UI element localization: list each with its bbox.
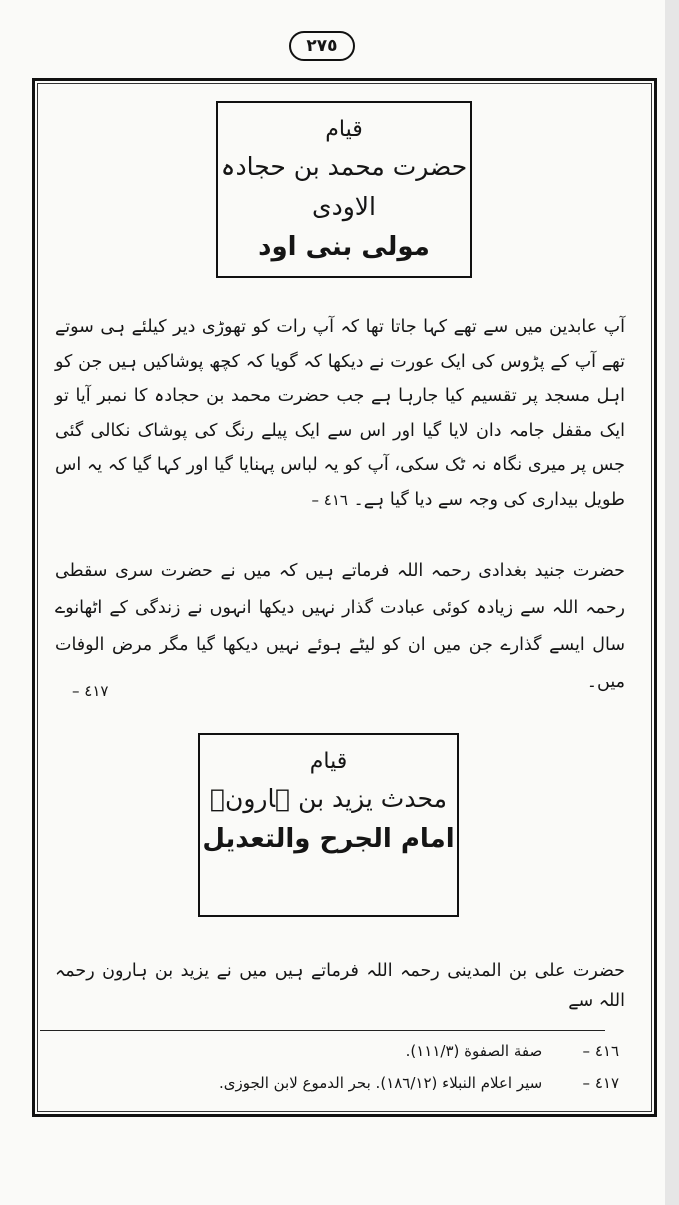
paragraph-text: آپ عابدین میں سے تھے کہا جاتا تھا کہ آپ رات کو تھوڑی دیر کیلئے ہی سوتے تھے آپ کے پڑوس کی ایک عورت نے دیکھا کہ گویا کہ کچھ پوشاکیں ہیں جن کو اہل مسجد پر تقسیم کیا جارہا ہے جب حضرت محمد بن حجادہ کا نمبر آیا تو ایک مقفل جامہ دان لایا گیا اور اس سے ایک پیلے رنگ کی پوشاک نکالی گئی جس پر میری نگاہ نہ ٹک سکی، آپ کو یہ لباس پہنایا گیا اور کہا گیا کہ یہ اس طویل بیداری کی وجہ سے دیا گیا ہے۔ xyxy=(55,317,625,510)
reference-number: ٤١٦ – xyxy=(311,490,348,509)
section-subtitle: مولی بنی اود xyxy=(258,232,430,262)
paragraph-3 xyxy=(55,956,625,1016)
footnote-number: ٤١٦ – xyxy=(582,1042,619,1060)
footnote-text: سیر اعلام النبلاء (١٨٦/١٢). بحر الدموع لابن الجوزی. xyxy=(218,1074,543,1092)
section-title-box-1 xyxy=(216,101,472,278)
footnote-text: صفة الصفوة (١١١/٣). xyxy=(405,1042,543,1060)
footnote-divider xyxy=(40,1030,605,1031)
paragraph-1 xyxy=(55,310,625,517)
section-person-name: حضرت محمد بن حجادہ الاودی xyxy=(220,152,468,221)
footnote-2 xyxy=(79,1074,619,1092)
footnote-1 xyxy=(79,1042,619,1060)
section-heading: قیام xyxy=(325,117,363,142)
section-heading: قیام xyxy=(309,749,348,774)
section-subtitle: امام الجرح والتعدیل xyxy=(202,824,455,854)
reference-number: ٤١٧ – xyxy=(72,682,109,700)
paragraph-2 xyxy=(55,553,625,701)
section-title-box-2 xyxy=(198,733,459,917)
footnote-number: ٤١٧ – xyxy=(582,1074,619,1092)
paragraph-text: حضرت جنید بغدادی رحمہ اللہ فرماتے ہیں کہ میں نے حضرت سری سقطی رحمہ اللہ سے زیادہ کوئی عبادت گذار نہیں دیکھا انہوں نے زندگی کے اٹھانوے سال ایسے گذارے جن میں ان کو لیٹے ہوئے نہیں دیکھا گیا مگر مرض الوفات میں۔ xyxy=(55,561,625,692)
page-edge-shadow xyxy=(665,0,679,1205)
page-number: ٢٧٥ xyxy=(289,31,355,61)
section-person-name: محدث یزید بن ہارونؒ xyxy=(210,784,447,813)
paragraph-text: حضرت علی بن المدینی رحمہ اللہ فرماتے ہیں میں نے یزید بن ہارون رحمہ اللہ سے xyxy=(55,961,625,1011)
